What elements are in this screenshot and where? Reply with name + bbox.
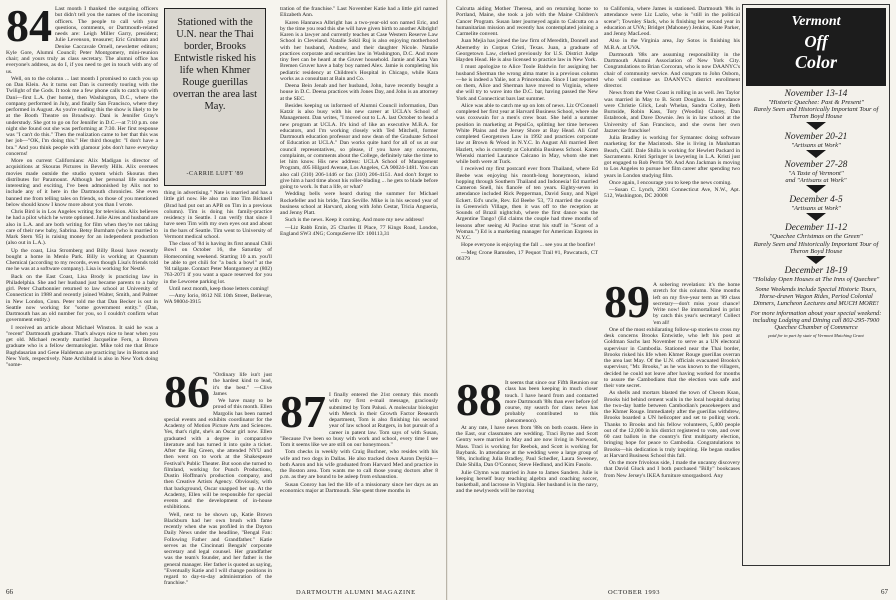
- class-84-number: 84: [6, 6, 52, 51]
- column-2-continuation: [164, 190, 272, 368]
- class-87-paragraph: Tom checks in weekly with Craig Buchner, who resides with his wife and two dogs in Dallas. He also tracked down Aaron Deykin—both Aaron and his wife graduated from Harvard Med and practice in the Boston area. Tom wants me to call those young doctors after 8 p.m. as they are bound to be asleep from exhaustion.: [280, 449, 438, 481]
- column-2-paragraph: thing in advertising." Nate is married and has a little girl now. He also ran into Tim Bicknell (Brad had put out an APB on Tim in a previous column). Tim is doing his family-practice residency in Seattle. I can verify that since I have seen Tim with my own eyes out and about in the bars of Seattle. Tim went to University of Vermont medical school.: [164, 190, 272, 240]
- ad-event: [747, 160, 885, 193]
- class-86-number: 86: [164, 372, 210, 417]
- event-date: November 13-14: [784, 89, 848, 99]
- column-3-paragraph: Dartmouth '88s are assuming responsibility in the Dartmouth Alumni Association of New York City. Congratulations to Brian Corcoran, who is now DAANYC's chair of community service. And congrats to John Osborn, who will continue as DAANYC's district enrollment director.: [604, 51, 740, 89]
- class-87-paragraph: Susan Conroy has led the life of a missionary since her days as an economics major at Dartmouth. She spent three months in: [280, 481, 438, 494]
- event-date: November 20-21: [784, 131, 848, 142]
- column-4-paragraph: Besides keeping us informed of Alumni Council information, Dan Katzir is also busy with his new career at UCLA's School of Management. Dan writes, "I moved out to L.A. last October to head a new program at UCLA. It's kind of like an executive M.B.A. for educators, and I'm working closely with Ted Mitchell, former Dartmouth education professor and now dean of the Graduate School of Education at UCLA." Dan works quite hard for all of us at our council representatives, so please, if you have any concerns, complaints, or comments about the College, definitely take the time to let him know. His new address: UCLA School of Management Program, 405 Hilgard Avenue, Los Angeles, CA 90024-1481. You can also call (310) 206-1446 or fax (310) 206-4151. And don't forget to give him a hard time about his roller-blading ... he gets to blade before going to work. Is that a life, or what?: [280, 102, 438, 190]
- ad-features-text: Some Weekends include Special Historic Tours, Horse-drawn Wagon Rides, Period Colonial Dinners, Luncheon Lectures and MUCH MORE!: [753, 286, 879, 308]
- ad-event: [747, 89, 885, 130]
- class-89-paragraph: On the more frivolous side, I made the uncanny discovery that David Gluck and I both purchased "Billy" bookcases from New Jersey's IKEA furniture smorgasbord. Any: [604, 460, 740, 479]
- class-89-paragraph: One of the most exhilarating follow-up stories to cross my desk concerns Brooks Entwistle, who left his post at Goldman Sachs last November to serve as a UN electoral supervisor in Cambodia. Stationed near the Thai border, Brooks risked his life when Khmer Rouge guerillas overran the area last May. Of the U.N. officials evacuated Brooks's supervisor, "Mr. Brooks," as he was known to the villagers, decided he could not leave after having worked for months to assure the Cambodians that the election was safe and their vote secret.: [604, 326, 740, 389]
- event-title: "A Taste of Vermont": [788, 169, 844, 177]
- class-89-paragraph: As shells and mortars blasted the town of Cheom Ksan, Brooks hid behind cement walls in the local hospital during the two-day battle between Cambodian's peacekeepers and the Khmer Rouge. Immediately after the guerillas withdrew, Brooks boarded a UN helicopter and set to polling work. Thanks to Brooks and his fellow volunteers, 5,400 people out of the 12,000 in his district registered to vote, and over 60 cast ballots in the country's first multiparty election, bringing hope for peace to Cambodia. Congratulations to Brooks—his dedication is truly inspiring. He began studies at Harvard Business School this fall.: [604, 390, 740, 459]
- column-4-paragraph: Wedding bells were heard during the summer for Michael Rockefeller and his bride, Tara Seville. Mike is in his second year of business school at Harvard, along with John Cestar, Tricia Angueria, and Jenny Platt.: [280, 191, 438, 216]
- column-1-paragraph: Juan Mejia has joined the law firm of Meredith, Donnell and Abernethy in Corpus Cristi, Texas. Juan, a graduate of Georgetown Law, clerked previously for U.S. District Judge Hayden Head. He is also licensed to practice law in New York.: [456, 38, 598, 63]
- class-88-column: [456, 380, 598, 586]
- left-page: [0, 0, 447, 600]
- class-84-paragraph: Last month I thanked the outgoing officers but didn't tell you the names of the incoming officers. The people to call with your questions, comments, or Dartmouth-related needs are: Leigh Miller Garry, president; Julie Levenson, treasurer; Eric Grubman and Denise Caccavale Ornell, newsletter editors; Kyle Gore, Alumni Council; Peter Montgomery, mini-reunion chair; and yours truly as class secretary. The alumni office has everyone's address, as do I, if you need to get in touch with any of us.: [6, 6, 158, 75]
- banner-line-1: Vermont: [791, 14, 841, 29]
- running-head-left: DARTMOUTH ALUMNI MAGAZINE: [296, 589, 416, 596]
- event-subtitle: and "Artisans at Work": [785, 177, 847, 185]
- vermont-off-color-ad: [742, 4, 890, 566]
- class-88-paragraph: Julie Clymn was married in June to James Sanders. Julie is keeping herself busy teaching algebra and coaching soccer, basketball, and lacrosse in Virginia. Her husband is in the navy, and the newlyweds will be moving: [456, 469, 598, 495]
- column-4: [280, 6, 438, 386]
- down-arrow-icon: [806, 150, 826, 158]
- column-2-paragraph: The class of '84 is having its first annual Chili Bowl on October 16, the Saturday of Homecoming weekend. Starting 10 a.m. you'll be able to get chili for "a buck a bowl" at the '84 tailgate. Contact Peter Montgomery at (802) 763-2071 if you want a space reserved for you in the Lewcene parking lot.: [164, 241, 272, 285]
- column-1-paragraph: Alice was able to catch me up on lots of news. Liz O'Connell completed her first year at Harvard Business School, where she was coxswain for a men's crew boat. She held a summer position in marketing at PepsiCo, splitting her time between White Plains and the Jersey Shore at Bay Head. Ali Graf completed Georgetown Law in 1992 and practices corporate law at Brown & Wood in N.Y.C. In August Ali married Bert Hazlett, who is currently at Columbia Business School. Karen Wienski married Laurance Calcano in May, whom she met while both were at Tuck.: [456, 102, 598, 165]
- class-87-column: [280, 392, 438, 586]
- event-title: "Holiday Open Houses at The Inns of Quechee": [752, 276, 880, 284]
- class-87-number: 87: [280, 392, 326, 437]
- event-date: December 4-5: [789, 195, 843, 206]
- column-3-paragraph: Once again, I encourage you to keep the news coming.: [609, 179, 732, 186]
- class-89-column: [604, 282, 740, 586]
- event-title: "Historic Quechee: Past & Present": [768, 99, 864, 106]
- event-title: "Artisans at Work": [791, 205, 841, 213]
- column-1-paragraph: I received my first postcard ever from Thailand, where Ed Beebe was enjoying his month-long honeymoon, island hopping through Southern Thailand and Indonesia! Ed married Cameron Snell, his fiancée of ten years. Eighty-seven in attendance included Rick Pepperman, David Suny, and Nigel Eckert. Ed's uncle, Rev. Ed Beebe '53, '73 married the couple in Greenwich Village, then it was off to the reception at Sounds of Brazil nightclub, where the first dance was the Argentine Tango! (Ed claims the couple had three months of lessons after seeing Al Pacino strut his stuff in "Scent of a Woman.") Ed is a marketing manager for American Express in N.Y.C.: [456, 166, 598, 241]
- ad-banner: [746, 8, 886, 86]
- column-1-paragraph: Calcutta aiding Mother Theresa, and on returning home to Portland, Maine, she took a job with the Maine Children's Cancer Program. Susan later journeyed again to Calcutta on a humanitarian mission and recently has contemplated joining a Carmelite convent.: [456, 6, 598, 37]
- event-subtitle: Rarely Seen and Historically Important Tour of Theron Boyd House: [753, 106, 879, 121]
- class-88-paragraph: At any rate, I have news from '88s on both coasts. Here in the East, our classmates are wedding. Traci Byrne and Scott Gentry were married in May and are now living in Norwood, Mass. Traci is working for Reebok, and Scott is working for Baybank. In attendance at the wedding were a large group of '88s, including Julia Bradley, Paul Schedler, Laura Sweeney, Dale Shilla, Dan O'Connor, Steve Hedlund, and Kim Fasolo.: [456, 424, 598, 469]
- class-89-number: 89: [604, 282, 650, 327]
- column-2-paragraph: Until next month, keep those letters coming!: [169, 285, 269, 292]
- class-89-paragraph: A sobering revelation: it's the home stretch for this column. Nine months left on my five-year term as '89 class secretary—don't miss your chance! Write now! Be immortalized in print by catch this year's secretary! Collect 'em all!: [653, 282, 740, 326]
- down-arrow-icon: [806, 213, 826, 221]
- class-84-column: [6, 6, 158, 591]
- class-84-paragraph: Up the coast, Lisa Stromberg and Billy Rossi have recently bought a home in Menlo Park. Billy is working at Quantum Chemical (according to my records, even though Lisa's friends told me he was at a software company). Lisa is working for Nestlé.: [6, 247, 158, 273]
- column-1-right: [456, 6, 598, 374]
- page-number-left: 66: [6, 588, 13, 596]
- column-1-signoff: —Meg Crone Ramsden, 17 Pequot Trail #1, Pawcatuck, CT 06379: [456, 249, 598, 262]
- column-3-signoff: —Susan C. Lynch, 2901 Connecticut Ave, N.W., Apt. 512, Washington, DC 20008: [604, 187, 740, 200]
- column-3-paragraph: to California, where James is stationed. Dartmouth '88s in attendance were Liz Lazlo, who is "still in the political scene"; Townley Slack, who is finishing her second year in education at UVA; Bridget (Mahoney) Jenkins, Kate Parker, and Jenny MacLeod.: [604, 6, 740, 37]
- column-4-paragraph: tration of the franchise." Last November Katie had a little girl named Elizabeth Ann.: [280, 6, 438, 19]
- class-88-number: 88: [456, 380, 502, 425]
- class-84-paragraph: Back on the East Coast, Lisa Brody is practicing law in Philadelphia. She and her husband just became parents to a baby girl. Peter Charbonnier returned to law school at University of Connecticut in 1988 and recently joined Walter, Smith, and Palmer in New London, Conn. Peter told me that Dan Becker is out in Seattle now working for "some government entity." (Dan, Dartmouth has an old number for you, so I couldn't confirm what government entity.): [6, 273, 158, 324]
- column-3-paragraph: Also in the Virginia area, Jay Sotos is finishing his M.B.A. at UVA.: [604, 38, 740, 51]
- class-84-paragraph: More on current Californians: Alix Madigan is director of acquisitions at Skouras Pictures in Beverly Hills. Alix oversees movies made outside the studio system which Skouras then distributes for Paramount. Although her personal life sounded interesting and exciting, I've been admonished by Alix not to include any of it here in the Dartmouth chronicles. She even banned me from telling tales on friends, so those of you mentioned below should know I know more about you than I wrote.: [6, 158, 158, 208]
- class-84-paragraph: Well, on to the column ... last month I promised to catch you up on Dan Klein. As it turns out Dan is currently touring with the Twilight of the Gods. It took me a few phone calls to catch up with Dani—first L.A. (her home), then Washington, D.C., where the company performed in July, and finally San Francisco, where they performed in August. As you're reading this the show is likely to be at the Booth Theatre on Broadway. Dani is Jennifer Gray's understudy. She got to go on for Jennifer in D.C.—at 7:10 p.m. one night she found out she was performing at 7:30. Her first response was "I can't do this." Then the realization came to her that this was her job—"OK, I'm doing this." Her third thought: "I don't have a bra." And you think people with glamour jobs don't have everyday concerns!: [6, 75, 158, 157]
- banner-line-2: Off: [804, 32, 828, 51]
- class-84-paragraph: Chris Bird is in Los Angeles writing for television. Alix believes he had a pilot which he wrote optioned. Julie Aires and husband are also in L.A. and are both writing for film when they're not taking care of their new baby, Sabrina. Betsy Burnham (who is married to Mark Stern '85) is raising money for an independent production (also out in L.A.).: [6, 209, 158, 247]
- class-84-paragraph: I received an article about Michael Winston. It said he was a "recent" Dartmouth graduate. That's always nice to hear when you get old. Michael recently married Jacqueline Fern, a Brown graduate who is a fellow dermatologist. Mike told me that Bruce Baghdasarian and Gene Haldeman are practicing law in Boston and New York, respectively. Nate Archibald is also in New York doing "some-: [6, 324, 158, 368]
- column-1-paragraph: I must apologize to Alice Toole Baldwin for assigning her husband Sherman the wrong alma mater in a previous column—he is indeed a Yalie, not a Princetonian. Since I last reported on them, Alice and Sherman have moved to Virginia, where she will try to wave into the D.C. bar, having passed the New York and Connecticut bars last summer.: [456, 64, 598, 102]
- column-4-paragraph: Deena Bein Jenab and her husband, John, have recently bought a house in D.C. Deena practices with Jones Day, and John is an attorney at the SEC.: [280, 83, 438, 102]
- class-86-paragraph: We have many to be proud of this month. Ellen Margolis has been named special events and exhibits coordinator for the Academy of Motion Picture Arts and Sciences. Yes, that's right, she's an Oscar girl now. Ellen graduated with a degree in comparative literature and has turned it into quite a ticket. After the Big Green, she attended NYU and then went on to work at the Shakespeare Festival's Public Theater. But soon she turned to filmland, working for Punch Productions, Dustin Hoffman's production company, and then Creative Artists Agency. Obviously, with that background, Oscar snapped her up. At the Academy, Ellen will be responsible for special events and the development of in-house exhibitions.: [164, 398, 272, 511]
- down-arrow-icon: [806, 256, 826, 264]
- event-date: December 11-12: [784, 223, 848, 234]
- class-86-paragraph: "Ordinary life isn't just the hardest kind to lead, it's the best." —Clive James: [213, 372, 272, 397]
- ad-contact-text: For more information about your special weekend: including Lodging and Dining call 802-295-7900 Quechee Chamber of Commerce: [750, 310, 882, 332]
- banner-line-3: Color: [794, 52, 837, 72]
- column-4-paragraph: Karen Hannawa Albright has a two-year-old son named Eric, and by the time you read this she will have given birth to another Albright! Karen is a lawyer and currently teaches at Case Western Reserve Law School in Cleveland. Natalie Sokil Ruj is also enjoying motherhood with her husband, Andrew, and their daughter Nicole. Natalie practices corporate and securities law in Washington, D.C. And more tiny feet can be heard at the Gruver household. Jamie and Kara Van Bremen Gruver have a baby boy named Alex. Jamie is completing his pediatric residency at Children's Hospital in Chicago, while Kara works as a consultant at Bain and Co.: [280, 19, 438, 82]
- page-number-right: 67: [881, 588, 888, 596]
- ad-event: [747, 132, 885, 158]
- down-arrow-icon: [806, 185, 826, 193]
- class-87-paragraph: I finally entered the 21st century this month with my first e-mail message, graciously submitted by Tom Palusi. A molecular biologist with Merck in their Growth Factor Research department, Tom is also finishing his second year of law school at Rutgers, in hot pursuit of a career in patent law. Tom says of with Susan, "Because I've been so busy with work and school, every time I see Tom it seems like we are still on our honeymoon.": [280, 392, 438, 448]
- running-head-right: OCTOBER 1993: [608, 589, 661, 596]
- column-2-signoff: —Amy Iorio, 8612 NE 10th Street, Bellevue, WA 98004-3915: [164, 293, 272, 306]
- column-4-paragraph: Such is the news. Keep it coming. And more my new address!: [285, 217, 425, 224]
- ad-event: [747, 266, 885, 283]
- event-date: November 27-28: [784, 159, 848, 170]
- pull-quote-text: Stationed with the U.N. near the Thai border, Brooks Entwistle risked his life when Khmer Rouge guerillas overran the area last May.: [173, 17, 257, 112]
- class-86-column: [164, 372, 272, 586]
- class-86-paragraph: Well, next to be shown up, Katie Brown Blackburn had her own brush with fame recently when she was profiled in the Dayton Daily News under the headline, "Bengal Fan: Following Father and Grandfather." Katie serves as the Cincinnati Bengals' corporate secretary and legal counsel. Her grandfather was the team's founder, and her father is the general manager. Her father is quoted as saying, "Eventually Katie and I will change positions in regard to day-to-day administration of the franchise.": [164, 511, 272, 586]
- event-date: December 18-19: [784, 266, 848, 277]
- event-title: "Artisans at Work": [791, 141, 841, 149]
- column-1-paragraph: Hope everyone is enjoying the fall ... see you at the bonfire!: [461, 242, 596, 249]
- down-arrow-icon: [806, 122, 826, 130]
- ad-grant-credit: paid for in part by state of Vermont Matching Grant: [768, 333, 864, 339]
- column-4-signoff: —Liz Rabb Emin, 25 Charles II Place, 77 Kings Road, London, England SW3 4NG; CompuServe ID: 100113,31: [280, 224, 438, 237]
- event-subtitle: Rarely Seen and Historically Important Tour of Theron Boyd House: [753, 240, 879, 255]
- column-3-paragraph: News from the West Coast is rolling in as well. Jen Taylor was married in May to B. Scott Douglass. In attendance were Christie Glick, Leah Whelan, Sandra Colley, Beth Burnside, Robin Kass, Tory (Woodin) Charey, Dan Estabrook, and Dave Downie. Jen is in law school at the University of San Francisco, and she owns her own Jazzercise franchise!: [604, 90, 740, 134]
- pull-quote-credit: -CARRIE LUFT '89: [186, 171, 244, 177]
- event-title: "Quechee Christmas on the Green": [769, 233, 863, 241]
- class-88-paragraph: It seems that since our Fifth Reunion our class has been keeping in much closer touch. I have heard from and contacted more Dartmouth '88s than ever before (of course, my search for class news has probably contributed to this phenomenon).: [505, 380, 598, 424]
- column-3-paragraph: Julia Bradley is working for Symantec doing software marketing for the Macintosh. She is living in Manhattan Beach, Calif. Dale Shilla is working for Hewlett Packard in Sacramento. Kristi Springer is lawyering in L.A. Kristi just got engaged to Rob Perrin '90. And Ann Jackman is moving to Los Angeles to pursue her film career after spending two years in London studying film.: [604, 135, 740, 179]
- pull-quote-box: [164, 8, 266, 186]
- ad-event: [747, 195, 885, 221]
- ad-event: [747, 223, 885, 264]
- column-3-right: [604, 6, 740, 276]
